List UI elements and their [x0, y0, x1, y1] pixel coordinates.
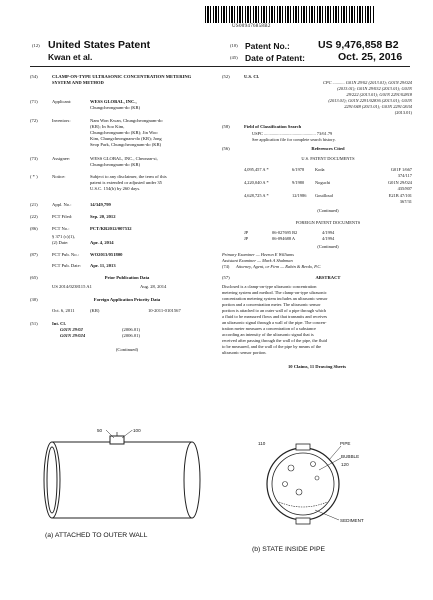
abstract-line: an ultrasonic signal through a wall of the pipe. The concen-: [222, 320, 327, 325]
date-of-patent-label: Date of Patent:: [245, 53, 305, 63]
field-search-code: (58): [222, 124, 230, 129]
foreign-priority-date: Oct. 6, 2011: [52, 308, 75, 313]
pct-filed-label: PCT Filed:: [52, 214, 73, 219]
code-12: (12): [32, 43, 40, 48]
assignee-line: Chungcheongnam-do (KR): [90, 162, 141, 167]
inventors-label: Inventors:: [52, 118, 71, 123]
abstract-line: portion and a concentration meter. The ultrasonic sensor: [222, 302, 321, 307]
leader-line-pipe: [329, 446, 341, 460]
figure-a-caption: (a) ATTACHED TO OUTER WALL: [45, 532, 148, 539]
int-cl-class: G01N 29/02: [60, 327, 83, 332]
code-45: (45): [230, 55, 238, 60]
patent-no-label: Patent No.:: [245, 41, 290, 51]
cpc-line: (2013.01); G01N 2291/02836 (2013.01); G01N: [328, 98, 412, 103]
prior-pub-heading: Prior Publication Data: [104, 275, 150, 280]
assistant-examiner: Assistant Examiner — Mark A Shabman: [222, 258, 293, 263]
assignee-label: Assignee:: [52, 156, 71, 161]
assignee-code: (73): [30, 156, 38, 161]
int-cl-continued: (Continued): [115, 347, 139, 352]
applicant-location: Chungcheongnam-do (KR): [90, 105, 141, 110]
abstract-line: tration meter measures a concentration of a substance: [222, 326, 316, 331]
label-120: 120: [341, 462, 349, 467]
uspc-line: USPC ............................................... 73/61.79: [252, 131, 333, 136]
pct-pub-date: Apr. 11, 2013: [90, 263, 116, 268]
abstract-line: to be measured, and the wall of the pipe by means of the: [222, 344, 322, 349]
inventors-line: Seop Park, Chungcheongnam-do (KR): [90, 142, 162, 147]
inventors-line: Nam Won Kwan, Chungcheongnam-do: [90, 118, 163, 123]
ref-class: G01F 1/667: [390, 167, 412, 172]
us-cl-code: (52): [222, 74, 230, 79]
header-rule: [30, 66, 410, 67]
foreign-ref-country: JP: [244, 236, 249, 241]
foreign-ref-date: 4/1994: [322, 236, 335, 241]
pct-no-code: (86): [30, 226, 38, 231]
ref-class: G01N 29/024: [387, 180, 412, 185]
document-type: United States Patent: [48, 39, 151, 51]
abstract-line: ultrasonic sensor portion.: [222, 350, 267, 355]
barcode-number: US009476858B2: [232, 24, 271, 29]
applicant-name: WESS GLOBAL, INC.,: [90, 99, 137, 104]
ref-name: Noguchi: [315, 180, 331, 185]
cpc-line: (2013.01); G01N 29/032 (2013.01); G01N: [337, 86, 412, 91]
pct-filed-code: (22): [30, 214, 38, 219]
assignee-line: WESS GLOBAL, INC., Cheonan-si,: [90, 156, 158, 161]
barcode: [205, 6, 375, 23]
pct-number: PCT/KR2012/007532: [90, 226, 132, 231]
pipe-cross-section-outer: [267, 448, 339, 520]
prior-pub-number: US 2014/0238115 A1: [52, 284, 92, 289]
prior-pub-code: (65): [30, 275, 38, 280]
ref-date: 12/1986: [292, 193, 307, 198]
s371-label: § 371 (c)(1),: [52, 234, 76, 239]
ref-date: 6/1978: [292, 167, 305, 172]
ultrasonic-sensor: [110, 436, 124, 444]
ref-class: 374/117: [397, 173, 412, 178]
abstract-line: according an intensity of the ultrasonic signal that is: [222, 332, 314, 337]
abstract-line: a fluid to be measured flows and that transmits and receives: [222, 314, 328, 319]
label-bubble: BUBBLE: [341, 454, 360, 459]
appl-number: 14/349,799: [90, 202, 111, 207]
abstract-line: portion is attached to an outer wall of a pipe through which: [222, 308, 327, 313]
notice-line: U.S.C. 154(b) by 260 days.: [90, 186, 141, 191]
us-cl-label: U.S. Cl.: [244, 74, 260, 79]
bubble: [288, 465, 294, 471]
pct-filed-date: Sep. 20, 2012: [90, 214, 116, 219]
notice-line: Subject to any disclaimer, the term of this: [90, 174, 167, 179]
int-cl-version: (2006.01): [122, 333, 140, 338]
leader-line-50: [104, 430, 114, 438]
attorney-code: (74): [222, 264, 230, 269]
pct-no-label: PCT No.:: [52, 226, 70, 231]
int-cl-code: (51): [30, 321, 38, 326]
inventors-line: Chungcheongnam-do (KR); Jin Woo: [90, 130, 158, 135]
ref-number: 4,628,725 A *: [244, 193, 269, 198]
int-cl-label: Int. Cl.: [52, 321, 66, 326]
us-docs-heading: U.S. PATENT DOCUMENTS: [301, 156, 355, 161]
bubble: [315, 476, 319, 480]
s371-date-label: (2) Date:: [52, 240, 69, 245]
inventors-line: (KR); In Soo Kim,: [90, 124, 125, 129]
foreign-priority-number: 10-2011-0101567: [148, 308, 181, 313]
label-110: 110: [258, 441, 266, 446]
foreign-ref-number: 06-094688 A: [272, 236, 296, 241]
int-cl-version: (2006.01): [122, 327, 140, 332]
pct-pub-date-label: PCT Pub. Date:: [52, 263, 81, 268]
bubble: [283, 482, 288, 487]
field-search-note: See application file for complete search history.: [252, 137, 336, 142]
foreign-priority-heading: Foreign Application Priority Data: [93, 297, 161, 302]
cpc-line: 29/222 (2013.01); G01N 2291/02818: [346, 92, 412, 97]
abstract-line: metering system and method. The clamp-on-type ultrasonic: [222, 290, 327, 295]
int-cl-class: G01N 29/024: [60, 333, 86, 338]
ref-date: 9/1980: [292, 180, 305, 185]
pipe-cross-section-inner: [272, 453, 334, 515]
references-heading: References Cited: [311, 146, 345, 151]
ref-number: 4,095,457 A *: [244, 167, 269, 172]
applicant-code: (71): [30, 99, 38, 104]
pct-pub-number: WO2013/051800: [90, 252, 123, 257]
sensor-110: [296, 444, 310, 450]
pct-pub-no-code: (87): [30, 252, 38, 257]
figure-a-attached-to-outer-wall: [40, 430, 210, 570]
sensor-120: [296, 518, 310, 524]
notice-code: ( * ): [30, 174, 38, 179]
field-search-heading: Field of Classification Search: [244, 124, 302, 129]
notice-label: Notice:: [52, 174, 66, 179]
ref-class: E21B 47/101: [388, 193, 412, 198]
abstract-line: Disclosed is a clamp-on-type ultrasonic concentration: [222, 284, 317, 289]
claims-drawing-sheets: 10 Claims, 11 Drawing Sheets: [287, 364, 347, 369]
us-docs-continued: (Continued): [317, 208, 339, 213]
label-sediment: SEDIMENT: [340, 518, 364, 523]
ref-class: 367/31: [399, 199, 412, 204]
references-code: (56): [222, 146, 230, 151]
ref-class: 435/807: [397, 186, 412, 191]
foreign-ref-number: 06-027695 B2: [272, 230, 298, 235]
label-50: 50: [97, 428, 103, 433]
cpc-line: CPC ........... G01N 29/02 (2013.01); G01N 29/024: [322, 80, 412, 85]
pipe-outer-wall: [44, 442, 200, 518]
inventors-line: Kim, Chungcheongnam-do (KR); Jong: [90, 136, 162, 141]
foreign-priority-country: (KR): [90, 308, 100, 313]
label-pipe: PIPE: [340, 441, 351, 446]
inventors-code: (72): [30, 118, 38, 123]
appl-code: (21): [30, 202, 38, 207]
abstract-line: concentration metering system includes an ultrasonic sensor: [222, 296, 328, 301]
label-100: 100: [133, 428, 141, 433]
foreign-docs-heading: FOREIGN PATENT DOCUMENTS: [295, 220, 361, 225]
applicant-label: Applicant:: [52, 99, 72, 104]
ref-number: 4,220,040 A *: [244, 180, 269, 185]
s371-date: Apr. 4, 2014: [90, 240, 114, 245]
abstract-line: received after passing through the wall of the pipe, the fluid: [222, 338, 327, 343]
patent-date: Oct. 25, 2016: [338, 51, 403, 63]
foreign-ref-date: 4/1994: [322, 230, 335, 235]
attorney: Attorney, Agent, or Firm — Rabin & Berdo, P.C.: [236, 264, 322, 269]
patent-title: CLAMP-ON-TYPE ULTRASONIC CONCENTRATION METERING SYSTEM AND METHOD: [52, 74, 192, 85]
code-10: (10): [230, 43, 238, 48]
foreign-ref-country: JP: [244, 230, 249, 235]
bubble: [311, 462, 316, 467]
sediment-layer: [279, 502, 327, 507]
foreign-docs-continued: (Continued): [317, 244, 339, 249]
ref-name: Gouilloud: [315, 193, 333, 198]
foreign-priority-code: (30): [30, 297, 38, 302]
pct-pub-no-label: PCT Pub. No.:: [52, 252, 79, 257]
primary-examiner: Primary Examiner — Hezron E Williams: [222, 252, 294, 257]
cpc-line: (2013.01): [394, 110, 412, 115]
figure-b-caption: (b) STATE INSIDE PIPE: [252, 546, 326, 553]
title-code: (54): [30, 74, 38, 79]
prior-pub-date: Aug. 28, 2014: [140, 284, 167, 289]
appl-label: Appl. No.:: [52, 202, 72, 207]
inventor-short: Kwan et al.: [48, 52, 93, 62]
ref-name: Koda: [315, 167, 325, 172]
abstract-code: (57): [222, 275, 230, 280]
cpc-line: 2291/048 (2013.01); G01N 2291/2634: [344, 104, 412, 109]
patent-number: US 9,476,858 B2: [318, 39, 399, 51]
abstract-heading: ABSTRACT: [315, 275, 341, 280]
bubble: [296, 489, 302, 495]
notice-line: patent is extended or adjusted under 35: [90, 180, 162, 185]
